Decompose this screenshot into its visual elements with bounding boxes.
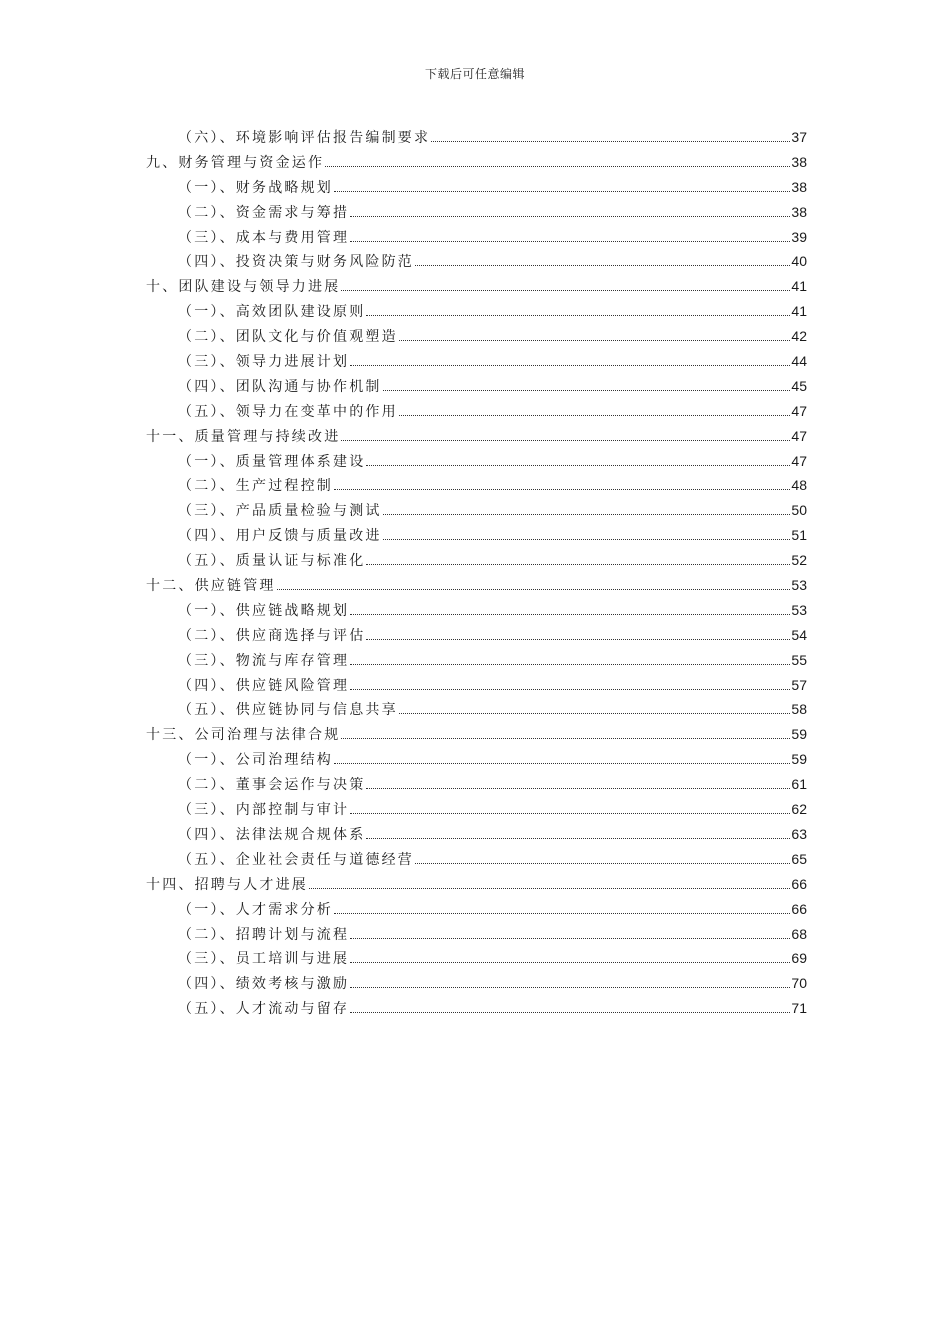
toc-entry-title: （五）、人才流动与留存 [178, 1001, 350, 1018]
toc-section-entry[interactable] [146, 449, 807, 474]
toc-section-entry[interactable] [146, 523, 807, 548]
toc-entry-title: 十、团队建设与领导力进展 [146, 279, 341, 296]
toc-page-number: 55 [791, 651, 807, 668]
toc-dot-leader [334, 913, 790, 914]
toc-page-number: 62 [791, 801, 807, 818]
toc-dot-leader [334, 763, 790, 764]
toc-entry-title: （一）、公司治理结构 [178, 752, 333, 769]
toc-chapter-entry[interactable] [146, 573, 807, 598]
toc-dot-leader [350, 241, 790, 242]
toc-section-entry[interactable] [146, 473, 807, 498]
toc-section-entry[interactable] [146, 822, 807, 847]
toc-entry-title: （四）、绩效考核与激励 [178, 976, 350, 993]
toc-section-entry[interactable] [146, 922, 807, 947]
page-header: 下载后可任意编辑 [424, 67, 525, 81]
toc-page-number: 38 [791, 178, 807, 195]
toc-section-entry[interactable] [146, 623, 807, 648]
toc-page-number: 59 [791, 726, 807, 743]
toc-entry-title: 九、财务管理与资金运作 [146, 154, 325, 171]
toc-section-entry[interactable] [146, 772, 807, 797]
toc-chapter-entry[interactable] [146, 872, 807, 897]
toc-dot-leader [309, 888, 790, 889]
toc-dot-leader [350, 987, 790, 988]
toc-dot-leader [350, 1012, 790, 1013]
toc-entry-title: （四）、用户反馈与质量改进 [178, 528, 382, 545]
toc-dot-leader [325, 166, 790, 167]
toc-section-entry[interactable] [146, 598, 807, 623]
toc-dot-leader [277, 589, 791, 590]
toc-dot-leader [415, 265, 790, 266]
toc-entry-title: （三）、员工培训与进展 [178, 951, 350, 968]
toc-dot-leader [350, 962, 790, 963]
toc-entry-title: （一）、质量管理体系建设 [178, 453, 366, 470]
toc-entry-title: （三）、内部控制与审计 [178, 802, 350, 819]
toc-section-entry[interactable] [146, 847, 807, 872]
toc-dot-leader [350, 813, 790, 814]
toc-entry-title: （三）、物流与库存管理 [178, 652, 350, 669]
toc-dot-leader [341, 290, 790, 291]
toc-section-entry[interactable] [146, 249, 807, 274]
toc-chapter-entry[interactable] [146, 424, 807, 449]
toc-page-number: 45 [791, 377, 807, 394]
toc-dot-leader [399, 415, 791, 416]
toc-page-number: 47 [791, 402, 807, 419]
toc-section-entry[interactable] [146, 648, 807, 673]
toc-dot-leader [366, 639, 790, 640]
toc-dot-leader [366, 564, 790, 565]
toc-entry-title: （一）、财务战略规划 [178, 179, 333, 196]
toc-page-number: 66 [791, 875, 807, 892]
toc-dot-leader [334, 191, 790, 192]
toc-chapter-entry[interactable] [146, 722, 807, 747]
toc-page-number: 51 [791, 527, 807, 544]
toc-section-entry[interactable] [146, 797, 807, 822]
table-of-contents [146, 125, 807, 1021]
toc-page-number: 38 [791, 203, 807, 220]
toc-section-entry[interactable] [146, 996, 807, 1021]
toc-page-number: 47 [791, 452, 807, 469]
toc-chapter-entry[interactable] [146, 274, 807, 299]
toc-section-entry[interactable] [146, 897, 807, 922]
toc-entry-title: （二）、董事会运作与决策 [178, 777, 366, 794]
toc-entry-title: （二）、生产过程控制 [178, 478, 333, 495]
toc-dot-leader [350, 365, 790, 366]
toc-page-number: 50 [791, 502, 807, 519]
toc-entry-title: （三）、领导力进展计划 [178, 354, 350, 371]
toc-entry-title: （五）、质量认证与标准化 [178, 553, 366, 570]
toc-dot-leader [341, 738, 790, 739]
toc-entry-title: （五）、领导力在变革中的作用 [178, 403, 398, 420]
toc-page-number: 57 [791, 676, 807, 693]
toc-dot-leader [366, 788, 790, 789]
toc-entry-title: （四）、投资决策与财务风险防范 [178, 254, 414, 271]
toc-dot-leader [350, 216, 790, 217]
toc-entry-title: 十一、质量管理与持续改进 [146, 428, 341, 445]
toc-dot-leader [415, 863, 790, 864]
toc-page-number: 53 [791, 601, 807, 618]
toc-dot-leader [350, 938, 790, 939]
toc-section-entry[interactable] [146, 125, 807, 150]
toc-page-number: 70 [791, 975, 807, 992]
toc-dot-leader [431, 141, 790, 142]
toc-dot-leader [366, 315, 790, 316]
toc-page-number: 61 [791, 776, 807, 793]
toc-page-number: 68 [791, 925, 807, 942]
toc-entry-title: （一）、高效团队建设原则 [178, 304, 366, 321]
toc-section-entry[interactable] [146, 200, 807, 225]
toc-section-entry[interactable] [146, 747, 807, 772]
toc-entry-title: （二）、招聘计划与流程 [178, 926, 350, 943]
toc-dot-leader [341, 440, 790, 441]
toc-section-entry[interactable] [146, 548, 807, 573]
toc-dot-leader [383, 539, 791, 540]
toc-section-entry[interactable] [146, 225, 807, 250]
toc-dot-leader [383, 514, 791, 515]
toc-entry-title: 十二、供应链管理 [146, 578, 276, 595]
toc-page-number: 39 [791, 228, 807, 245]
toc-section-entry[interactable] [146, 946, 807, 971]
toc-page-number: 58 [791, 701, 807, 718]
toc-section-entry[interactable] [146, 299, 807, 324]
toc-entry-title: （四）、法律法规合规体系 [178, 826, 366, 843]
toc-page-number: 41 [791, 303, 807, 320]
toc-entry-title: （一）、人才需求分析 [178, 901, 333, 918]
toc-entry-title: （四）、团队沟通与协作机制 [178, 378, 382, 395]
toc-section-entry[interactable] [146, 175, 807, 200]
toc-page-number: 59 [791, 751, 807, 768]
toc-page-number: 71 [791, 1000, 807, 1017]
toc-page-number: 47 [791, 427, 807, 444]
toc-page-number: 42 [791, 328, 807, 345]
toc-dot-leader [334, 489, 790, 490]
toc-page-number: 63 [791, 825, 807, 842]
toc-section-entry[interactable] [146, 498, 807, 523]
toc-dot-leader [399, 713, 791, 714]
toc-page-number: 44 [791, 353, 807, 370]
toc-section-entry[interactable] [146, 349, 807, 374]
toc-page-number: 52 [791, 552, 807, 569]
toc-entry-title: （三）、成本与费用管理 [178, 229, 350, 246]
toc-dot-leader [350, 664, 790, 665]
toc-page-number: 69 [791, 950, 807, 967]
toc-entry-title: （一）、供应链战略规划 [178, 602, 350, 619]
toc-dot-leader [366, 838, 790, 839]
toc-entry-title: 十三、公司治理与法律合规 [146, 727, 341, 744]
toc-section-entry[interactable] [146, 324, 807, 349]
toc-page-number: 41 [791, 278, 807, 295]
toc-dot-leader [383, 390, 791, 391]
toc-section-entry[interactable] [146, 673, 807, 698]
toc-section-entry[interactable] [146, 374, 807, 399]
toc-dot-leader [366, 465, 790, 466]
toc-entry-title: （二）、供应商选择与评估 [178, 627, 366, 644]
toc-dot-leader [350, 614, 790, 615]
toc-page-number: 65 [791, 850, 807, 867]
toc-page-number: 48 [791, 477, 807, 494]
toc-entry-title: （六）、环境影响评估报告编制要求 [178, 130, 431, 146]
toc-section-entry[interactable] [146, 697, 807, 722]
toc-entry-title: （四）、供应链风险管理 [178, 677, 350, 694]
toc-dot-leader [350, 689, 790, 690]
toc-page-number: 38 [791, 153, 807, 170]
toc-dot-leader [399, 340, 791, 341]
toc-entry-title: 十四、招聘与人才进展 [146, 876, 308, 893]
toc-page-number: 40 [791, 253, 807, 270]
toc-entry-title: （五）、供应链协同与信息共享 [178, 702, 398, 719]
toc-section-entry[interactable] [146, 971, 807, 996]
toc-page-number: 66 [791, 900, 807, 917]
toc-entry-title: （五）、企业社会责任与道德经营 [178, 851, 414, 868]
toc-entry-title: （二）、团队文化与价值观塑造 [178, 329, 398, 346]
toc-entry-title: （二）、资金需求与筹措 [178, 204, 350, 221]
toc-section-entry[interactable] [146, 399, 807, 424]
toc-page-number: 54 [791, 626, 807, 643]
toc-entry-title: （三）、产品质量检验与测试 [178, 503, 382, 520]
toc-page-number: 37 [791, 129, 807, 145]
toc-page-number: 53 [791, 577, 807, 594]
toc-chapter-entry[interactable] [146, 150, 807, 175]
